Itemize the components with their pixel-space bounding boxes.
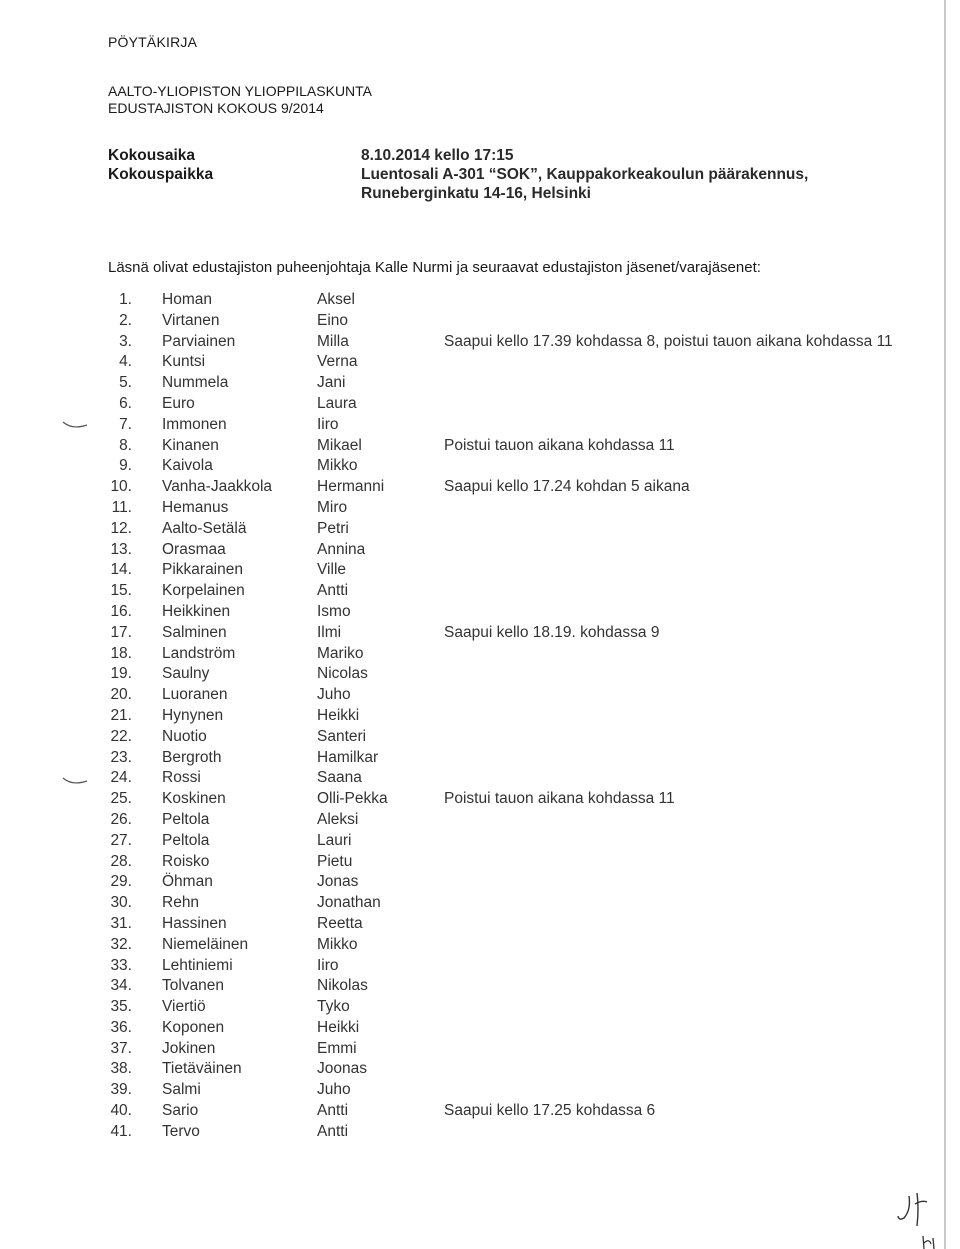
attendee-first-name: Mikko — [317, 935, 358, 953]
attendee-row — [0, 1018, 944, 1039]
attendee-number: 26. — [110, 810, 132, 828]
attendee-row — [0, 581, 944, 602]
attendee-row — [0, 540, 944, 561]
attendee-first-name: Santeri — [317, 727, 367, 745]
meeting-place-line-1: Luentosali A-301 “SOK”, Kauppakorkeakoulun päärakennus, — [361, 166, 809, 183]
attendee-number: 6. — [119, 394, 132, 412]
attendee-last-name: Immonen — [162, 415, 227, 433]
attendee-note: Poistui tauon aikana kohdassa 11 — [444, 790, 675, 808]
attendee-last-name: Salmi — [162, 1081, 201, 1099]
attendee-row — [0, 1080, 944, 1101]
attendee-row — [0, 290, 944, 311]
attendee-last-name: Homan — [162, 291, 212, 308]
attendee-row — [0, 768, 944, 789]
attendee-row — [0, 664, 944, 685]
attendee-last-name: Niemeläinen — [162, 935, 249, 953]
attendee-number: 32. — [110, 935, 132, 953]
attendee-first-name: Verna — [317, 353, 358, 371]
attendee-row — [0, 477, 944, 498]
attendee-row — [0, 456, 944, 477]
attendee-number: 35. — [110, 998, 132, 1016]
attendee-number: 13. — [110, 540, 132, 558]
attendee-last-name: Kuntsi — [162, 353, 206, 371]
attendee-last-name: Hassinen — [162, 914, 227, 932]
attendee-last-name: Korpelainen — [162, 582, 245, 600]
attendee-row — [0, 706, 944, 727]
attendee-number: 16. — [110, 602, 132, 620]
attendee-last-name: Saulny — [162, 665, 210, 683]
attendee-first-name: Antti — [317, 1102, 349, 1120]
attendee-number: 27. — [110, 831, 132, 849]
attendee-first-name: Saana — [317, 769, 362, 787]
attendee-number: 20. — [110, 686, 132, 704]
attendee-last-name: Heikkinen — [162, 602, 231, 620]
attendee-last-name: Rossi — [162, 769, 201, 787]
meeting-place-value — [361, 165, 808, 203]
meeting-time-value: 8.10.2014 kello 17:15 — [361, 147, 514, 164]
attendee-row — [0, 1101, 944, 1122]
attendee-row — [0, 789, 944, 810]
attendance-intro: Läsnä olivat edustajiston puheenjohtaja Kalle Nurmi ja seuraavat edustajiston jäsenet/varajäsenet: — [108, 259, 761, 276]
attendee-number: 2. — [119, 311, 132, 329]
attendee-number: 23. — [110, 748, 132, 766]
attendee-first-name: Aleksi — [317, 810, 359, 828]
attendee-row — [0, 1059, 944, 1080]
attendee-row — [0, 727, 944, 748]
attendee-row — [0, 498, 944, 519]
attendee-first-name: Ismo — [317, 602, 351, 620]
attendee-last-name: Euro — [162, 394, 195, 412]
attendee-first-name: Lauri — [317, 831, 352, 849]
attendee-last-name: Rehn — [162, 894, 200, 912]
attendee-last-name: Nummela — [162, 374, 229, 392]
meeting-name: EDUSTAJISTON KOKOUS 9/2014 — [108, 100, 324, 116]
attendee-first-name: Jani — [317, 374, 346, 392]
attendee-number: 7. — [119, 415, 132, 433]
attendee-number: 31. — [110, 914, 132, 932]
tick-mark-icon — [62, 420, 88, 430]
attendee-first-name: Annina — [317, 540, 366, 558]
attendee-last-name: Kaivola — [162, 457, 213, 475]
attendee-number: 22. — [110, 727, 132, 745]
attendee-last-name: Kinanen — [162, 436, 219, 454]
attendee-last-name: Roisko — [162, 852, 210, 870]
attendee-number: 19. — [110, 665, 132, 683]
attendee-first-name: Emmi — [317, 1039, 357, 1057]
attendee-first-name: Aksel — [317, 291, 355, 308]
attendee-first-name: Iiro — [317, 415, 339, 433]
attendee-number: 39. — [110, 1081, 132, 1099]
attendee-row — [0, 956, 944, 977]
attendee-row — [0, 394, 944, 415]
attendee-first-name: Miro — [317, 498, 348, 516]
meeting-place-row — [108, 165, 808, 203]
attendee-number: 1. — [119, 291, 132, 308]
organization-header — [108, 83, 372, 117]
attendee-first-name: Heikki — [317, 706, 360, 724]
attendee-number: 34. — [110, 977, 132, 995]
attendee-last-name: Parviainen — [162, 332, 236, 350]
attendee-first-name: Joonas — [317, 1060, 367, 1078]
attendee-row — [0, 872, 944, 893]
attendee-first-name: Jonathan — [317, 894, 381, 912]
attendee-last-name: Bergroth — [162, 748, 222, 766]
attendee-first-name: Milla — [317, 332, 349, 350]
attendee-last-name: Öhman — [162, 873, 213, 891]
attendee-last-name: Aalto-Setälä — [162, 519, 247, 537]
attendee-last-name: Virtanen — [162, 311, 220, 329]
attendee-row — [0, 602, 944, 623]
meeting-place-line-2: Runeberginkatu 14-16, Helsinki — [361, 185, 591, 202]
attendee-number: 25. — [110, 790, 132, 808]
attendee-note: Saapui kello 17.25 kohdassa 6 — [444, 1102, 656, 1120]
attendee-row — [0, 1039, 944, 1060]
attendee-number: 17. — [110, 623, 132, 641]
attendee-last-name: Pikkarainen — [162, 561, 243, 579]
attendee-number: 21. — [110, 706, 132, 724]
attendee-last-name: Salminen — [162, 623, 227, 641]
meeting-time-label: Kokousaika — [108, 147, 196, 164]
attendee-first-name: Tyko — [317, 998, 350, 1016]
attendee-last-name: Peltola — [162, 831, 210, 849]
attendee-first-name: Nikolas — [317, 977, 368, 995]
attendee-row — [0, 976, 944, 997]
attendee-first-name: Petri — [317, 519, 349, 537]
attendee-last-name: Koponen — [162, 1018, 225, 1036]
attendee-last-name: Orasmaa — [162, 540, 226, 558]
attendee-number: 38. — [110, 1060, 132, 1078]
attendee-number: 8. — [119, 436, 132, 454]
attendee-number: 36. — [110, 1018, 132, 1036]
meeting-place-label: Kokouspaikka — [108, 166, 214, 183]
attendee-note: Saapui kello 17.39 kohdassa 8, poistui tauon aikana kohdassa 11 — [444, 332, 893, 350]
attendee-first-name: Eino — [317, 311, 349, 329]
attendee-last-name: Peltola — [162, 810, 210, 828]
attendee-number: 14. — [110, 561, 132, 579]
attendee-row — [0, 311, 944, 332]
attendee-row — [0, 373, 944, 394]
attendee-first-name: Reetta — [317, 914, 363, 932]
attendee-last-name: Viertiö — [162, 998, 206, 1016]
attendee-note: Saapui kello 17.24 kohdan 5 aikana — [444, 478, 690, 496]
attendee-last-name: Hemanus — [162, 498, 229, 516]
attendee-first-name: Mariko — [317, 644, 364, 662]
document-type: PÖYTÄKIRJA — [108, 34, 198, 50]
attendee-number: 3. — [119, 332, 132, 350]
page-edge — [944, 0, 946, 1249]
attendee-first-name: Heikki — [317, 1018, 360, 1036]
meeting-time-row — [108, 146, 808, 165]
attendee-number: 9. — [119, 457, 132, 475]
attendee-row — [0, 644, 944, 665]
attendee-first-name: Nicolas — [317, 665, 368, 683]
attendee-number: 41. — [110, 1122, 132, 1140]
attendee-row — [0, 935, 944, 956]
attendee-number: 10. — [110, 478, 132, 496]
attendee-last-name: Tolvanen — [162, 977, 225, 995]
attendee-row — [0, 519, 944, 540]
organization-name: AALTO-YLIOPISTON YLIOPPILASKUNTA — [108, 83, 373, 99]
attendee-first-name: Jonas — [317, 873, 359, 891]
attendee-row — [0, 1122, 944, 1143]
attendee-row — [0, 352, 944, 373]
attendee-first-name: Juho — [317, 1081, 351, 1099]
attendee-last-name: Tervo — [162, 1122, 200, 1140]
attendee-last-name: Landström — [162, 644, 236, 662]
attendee-first-name: Ville — [317, 561, 347, 579]
attendee-last-name: Koskinen — [162, 790, 226, 808]
attendee-first-name: Olli-Pekka — [317, 790, 388, 808]
attendee-last-name: Tietäväinen — [162, 1060, 242, 1078]
attendee-first-name: Antti — [317, 1122, 349, 1140]
attendee-number: 5. — [119, 374, 132, 392]
attendee-first-name: Mikko — [317, 457, 358, 475]
attendee-last-name: Luoranen — [162, 686, 228, 704]
attendee-number: 28. — [110, 852, 132, 870]
attendee-first-name: Ilmi — [317, 623, 342, 641]
handwritten-initials-signature — [895, 1188, 945, 1249]
attendee-last-name: Lehtiniemi — [162, 956, 233, 974]
attendee-number: 18. — [110, 644, 132, 662]
attendee-row — [0, 415, 944, 436]
attendee-first-name: Juho — [317, 686, 351, 704]
attendee-first-name: Laura — [317, 394, 357, 412]
attendee-last-name: Nuotio — [162, 727, 207, 745]
attendee-last-name: Hynynen — [162, 706, 224, 724]
attendee-last-name: Vanha-Jaakkola — [162, 478, 273, 496]
attendee-row — [0, 997, 944, 1018]
attendee-row — [0, 748, 944, 769]
attendee-number: 33. — [110, 956, 132, 974]
attendee-row — [0, 852, 944, 873]
attendee-row — [0, 685, 944, 706]
attendee-note: Poistui tauon aikana kohdassa 11 — [444, 436, 675, 454]
attendee-row — [0, 332, 944, 353]
attendee-first-name: Hamilkar — [317, 748, 379, 766]
attendee-first-name: Antti — [317, 582, 349, 600]
attendee-number: 12. — [110, 519, 132, 537]
attendee-number: 37. — [110, 1039, 132, 1057]
attendee-number: 40. — [110, 1102, 132, 1120]
attendee-first-name: Hermanni — [317, 478, 385, 496]
attendee-row — [0, 810, 944, 831]
attendee-row — [0, 914, 944, 935]
attendee-first-name: Mikael — [317, 436, 362, 454]
attendee-number: 4. — [119, 353, 132, 371]
attendee-number: 29. — [110, 873, 132, 891]
meeting-details — [108, 146, 808, 203]
attendee-row — [0, 623, 944, 644]
attendee-row — [0, 560, 944, 581]
attendee-row — [0, 893, 944, 914]
attendee-row — [0, 831, 944, 852]
attendee-list — [0, 290, 944, 1143]
attendee-first-name: Pietu — [317, 852, 353, 870]
attendee-number: 30. — [110, 894, 132, 912]
attendee-number: 15. — [110, 582, 132, 600]
attendee-number: 11. — [111, 498, 132, 516]
attendee-first-name: Iiro — [317, 956, 339, 974]
attendee-number: 24. — [110, 769, 132, 787]
attendee-note: Saapui kello 18.19. kohdassa 9 — [444, 623, 660, 641]
attendee-last-name: Jokinen — [162, 1039, 216, 1057]
attendee-last-name: Sario — [162, 1102, 199, 1120]
tick-mark-icon — [62, 776, 88, 786]
attendee-row — [0, 436, 944, 457]
